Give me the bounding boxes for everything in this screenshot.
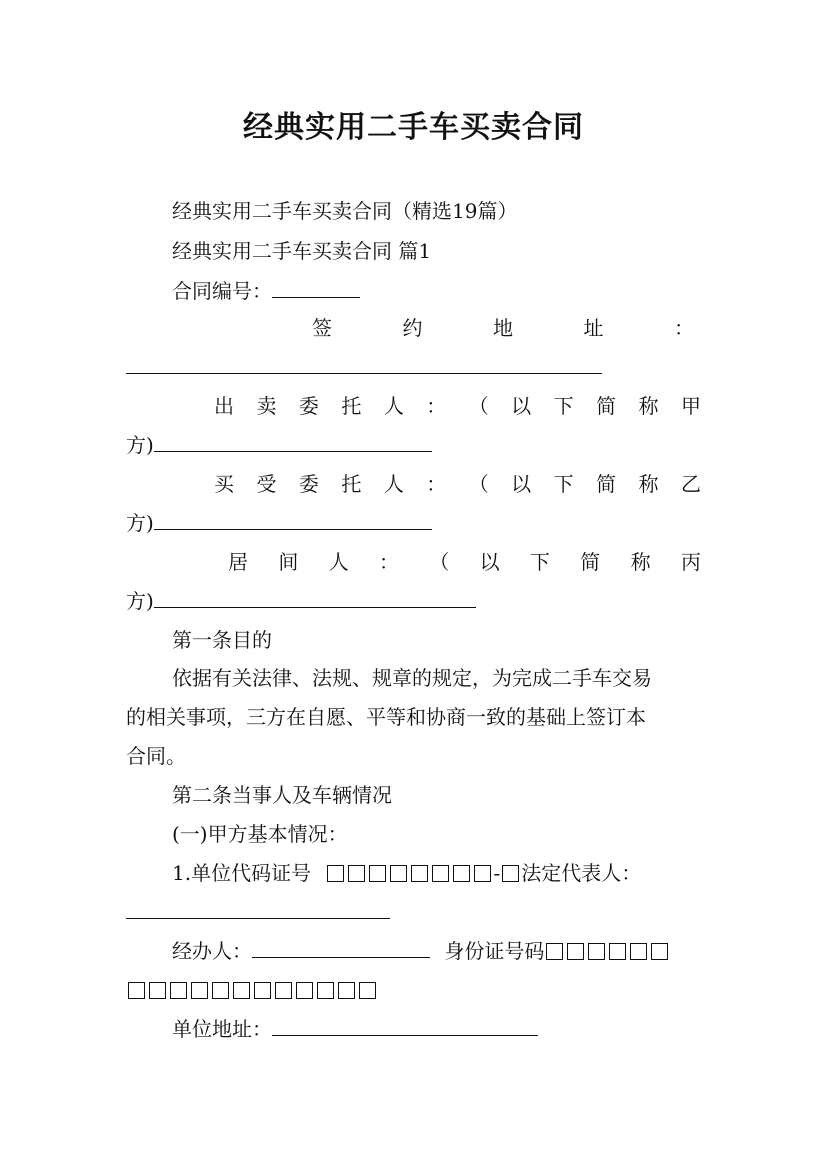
sign-place-line [126,353,602,381]
sign-place-char: 址 [583,316,604,340]
sign-place-label [312,314,694,342]
broker-char: 以 [479,550,500,574]
seller-char: ： [426,394,447,418]
article1-line3: 合同。 [126,744,186,768]
seller-blank[interactable] [154,432,432,452]
unit-code-line [172,859,641,887]
seller-char: 出 [214,394,234,418]
id-box[interactable] [149,982,166,999]
unit-code-box[interactable] [348,865,365,882]
broker-char: 简 [580,550,601,574]
sign-place-blank[interactable] [126,354,602,374]
unit-code-box[interactable] [390,865,407,882]
handler-label: 经办人： [172,939,252,963]
broker-char: 下 [529,550,550,574]
buyer-label [214,470,701,498]
buyer-char: 人 [383,472,404,496]
address-label: 单位地址： [172,1017,272,1041]
buyer-char: 托 [341,472,362,496]
unit-code-box[interactable] [327,865,344,882]
broker-label [228,548,701,576]
seller-char: 简 [596,394,617,418]
buyer-char: 委 [298,472,319,496]
id-box[interactable] [191,982,208,999]
broker-char: 间 [278,550,299,574]
handler-blank[interactable] [252,938,430,958]
seller-char: 卖 [256,394,277,418]
buyer-tail: 方) [126,511,154,535]
seller-char: 下 [553,394,574,418]
unit-code-boxes [325,861,521,885]
broker-blank[interactable] [154,588,476,608]
document-title: 经典实用二手车买卖合同 [243,110,584,145]
sign-place-char: 签 [312,316,332,340]
handler-line [172,937,670,965]
contract-number-blank[interactable] [272,278,360,298]
seller-char: 称 [638,394,659,418]
unit-code-box[interactable] [453,865,470,882]
id-boxes-row1 [544,939,670,963]
id-box[interactable] [275,982,292,999]
seller-char: 人 [383,394,404,418]
unit-code-separator: - [493,861,501,885]
broker-char: 居 [228,550,248,574]
buyer-char: 简 [596,472,617,496]
id-box[interactable] [338,982,355,999]
id-box[interactable] [546,943,563,960]
buyer-char: ： [426,472,447,496]
id-label: 身份证号码 [444,939,545,963]
id-box[interactable] [296,982,313,999]
id-box[interactable] [254,982,271,999]
seller-char: （ [468,394,489,418]
sign-place-char: 约 [402,316,423,340]
id-box[interactable] [128,982,145,999]
seller-line [126,431,432,459]
broker-char: ： [378,550,399,574]
id-boxes-row2 [126,976,378,1004]
buyer-char: 称 [638,472,659,496]
buyer-char: 以 [511,472,532,496]
id-box[interactable] [567,943,584,960]
buyer-char: 乙 [680,472,701,496]
unit-code-label: 1.单位代码证号 [172,861,312,885]
buyer-char: （ [468,472,489,496]
id-box[interactable] [233,982,250,999]
address-blank[interactable] [272,1016,538,1036]
contract-number-line [172,277,360,305]
unit-code-box[interactable] [474,865,491,882]
unit-code-box[interactable] [369,865,386,882]
id-box[interactable] [630,943,647,960]
broker-char: 称 [630,550,651,574]
subtitle: 经典实用二手车买卖合同（精选19篇） [172,199,518,223]
section-title: 经典实用二手车买卖合同 篇1 [172,239,432,263]
seller-label [214,392,701,420]
unit-code-box[interactable] [411,865,428,882]
legal-rep-line [126,898,390,926]
id-box[interactable] [588,943,605,960]
broker-char: 人 [328,550,349,574]
article1-line1: 依据有关法律、法规、规章的规定，为完成二手车交易 [172,666,652,690]
unit-code-box[interactable] [432,865,449,882]
buyer-blank[interactable] [154,510,432,530]
article1-title: 第一条目的 [172,628,272,652]
article1-line2: 的相关事项，三方在自愿、平等和协商一致的基础上签订本 [126,705,646,729]
unit-code-check-box[interactable] [502,865,519,882]
id-box[interactable] [212,982,229,999]
contract-number-label: 合同编号： [172,279,272,303]
broker-line [126,587,476,615]
buyer-line [126,509,432,537]
broker-char: （ [429,550,450,574]
id-box[interactable] [170,982,187,999]
sign-place-char: 地 [493,316,513,340]
legal-rep-blank[interactable] [126,899,390,919]
broker-tail: 方) [126,589,154,613]
buyer-char: 买 [214,472,234,496]
id-box[interactable] [609,943,626,960]
id-box[interactable] [317,982,334,999]
seller-char: 委 [298,394,319,418]
buyer-char: 受 [256,472,277,496]
address-line [172,1015,538,1043]
seller-tail: 方) [126,433,154,457]
buyer-char: 下 [553,472,574,496]
legal-rep-label: 法定代表人： [521,861,642,885]
seller-char: 以 [511,394,532,418]
seller-char: 托 [341,394,362,418]
broker-char: 丙 [680,550,701,574]
party-a-heading: (一)甲方基本情况： [172,822,348,846]
id-box[interactable] [359,982,376,999]
id-box[interactable] [651,943,668,960]
seller-char: 甲 [680,394,701,418]
sign-place-char: ： [674,316,694,340]
article2-title: 第二条当事人及车辆情况 [172,783,392,807]
